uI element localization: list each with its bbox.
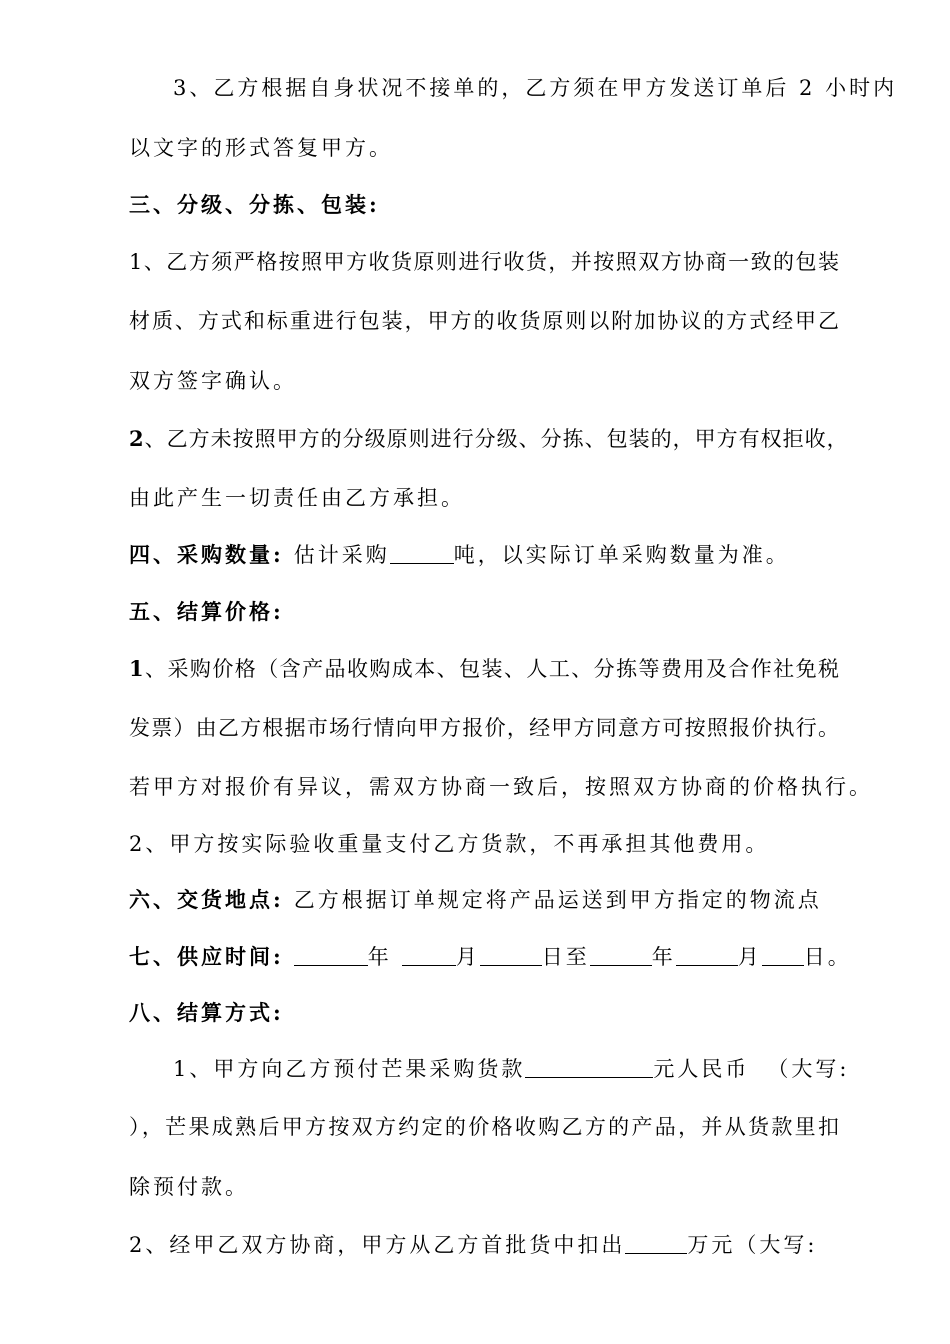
year-label: 年 [367, 945, 392, 969]
day-to-label: 日至 [541, 945, 590, 969]
uppercase-amount-label: （大写: [767, 1057, 850, 1081]
grading-clause-1-line-1: 1、乙方须严格按照甲方收货原则进行收货，并按照双方协商一致的包装 [129, 250, 840, 274]
price-clause-2: 2、甲方按实际验收重量支付乙方货款，不再承担其他费用。 [129, 832, 770, 856]
year-label: 年 [651, 945, 676, 969]
price-clause-1-line-3: 若甲方对报价有异议，需双方协商一致后，按照双方协商的价格执行。 [129, 775, 873, 799]
clause-number: 2 [129, 426, 145, 451]
settlement-clause-1-line-1 [173, 1054, 850, 1084]
clause-3-line-1: 3、乙方根据自身状况不接单的，乙方须在甲方发送订单后 2 小时内 [173, 76, 898, 100]
prepayment-label: 1、甲方向乙方预付芒果采购货款 [173, 1057, 526, 1081]
clause-text: 、采购价格（含产品收购成本、包装、人工、分拣等费用及合作社免税 [144, 657, 840, 681]
section-heading-delivery: 六、交货地点: [129, 887, 284, 912]
prepayment-amount-blank [525, 1057, 653, 1078]
section-heading-quantity: 四、采购数量: [129, 542, 284, 567]
clause-number: 1 [129, 656, 145, 681]
clause-text: 、乙方未按照甲方的分级原则进行分级、分拣、包装的，甲方有权拒收， [144, 427, 849, 451]
start-year-blank [294, 945, 368, 966]
delivery-location-line [129, 885, 840, 915]
section-heading-supply-time: 七、供应时间: [129, 944, 284, 969]
day-label: 日。 [803, 945, 852, 969]
section-heading-price: 五、结算价格: [129, 599, 284, 624]
start-day-blank [480, 945, 542, 966]
grading-clause-1-line-3: 双方签字确认。 [129, 369, 297, 393]
grading-clause-1-line-2: 材质、方式和标重进行包装，甲方的收货原则以附加协议的方式经甲乙 [129, 309, 840, 333]
deduction-amount-blank [625, 1233, 687, 1254]
grading-clause-2-line-1 [129, 424, 849, 454]
supply-time-line [129, 942, 852, 972]
deduction-unit-label: 万元（大写: [687, 1233, 818, 1257]
month-label: 月 [455, 945, 480, 969]
quantity-suffix: 吨，以实际订单采购数量为准。 [453, 543, 790, 567]
settlement-clause-2-line-1 [129, 1230, 840, 1260]
purchase-quantity-line [129, 540, 840, 570]
settlement-clause-1-line-2: ），芒果成熟后甲方按双方约定的价格收购乙方的产品，并从货款里扣 [129, 1115, 840, 1139]
grading-clause-2-line-2: 由此产生一切责任由乙方承担。 [129, 486, 465, 510]
settlement-clause-1-line-3: 除预付款。 [129, 1175, 249, 1199]
section-heading-grading: 三、分级、分拣、包装: [129, 192, 380, 217]
end-month-blank [676, 945, 738, 966]
delivery-location-text: 乙方根据订单规定将产品运送到甲方指定的物流点 [293, 888, 822, 912]
end-year-blank [590, 945, 652, 966]
quantity-blank [390, 543, 454, 564]
price-clause-1-line-2: 发票）由乙方根据市场行情向甲方报价，经甲方同意方可按照报价执行。 [129, 716, 840, 740]
deduction-label: 2、经甲乙双方协商，甲方从乙方首批货中扣出 [129, 1233, 626, 1257]
start-month-blank [402, 945, 456, 966]
quantity-label: 估计采购 [293, 543, 390, 567]
currency-label: 元人民币 [653, 1057, 750, 1081]
month-label: 月 [737, 945, 762, 969]
price-clause-1-line-1 [129, 654, 840, 684]
end-day-blank [762, 945, 804, 966]
clause-3-line-2: 以文字的形式答复甲方。 [129, 136, 393, 160]
section-heading-settlement: 八、结算方式: [129, 1000, 284, 1025]
